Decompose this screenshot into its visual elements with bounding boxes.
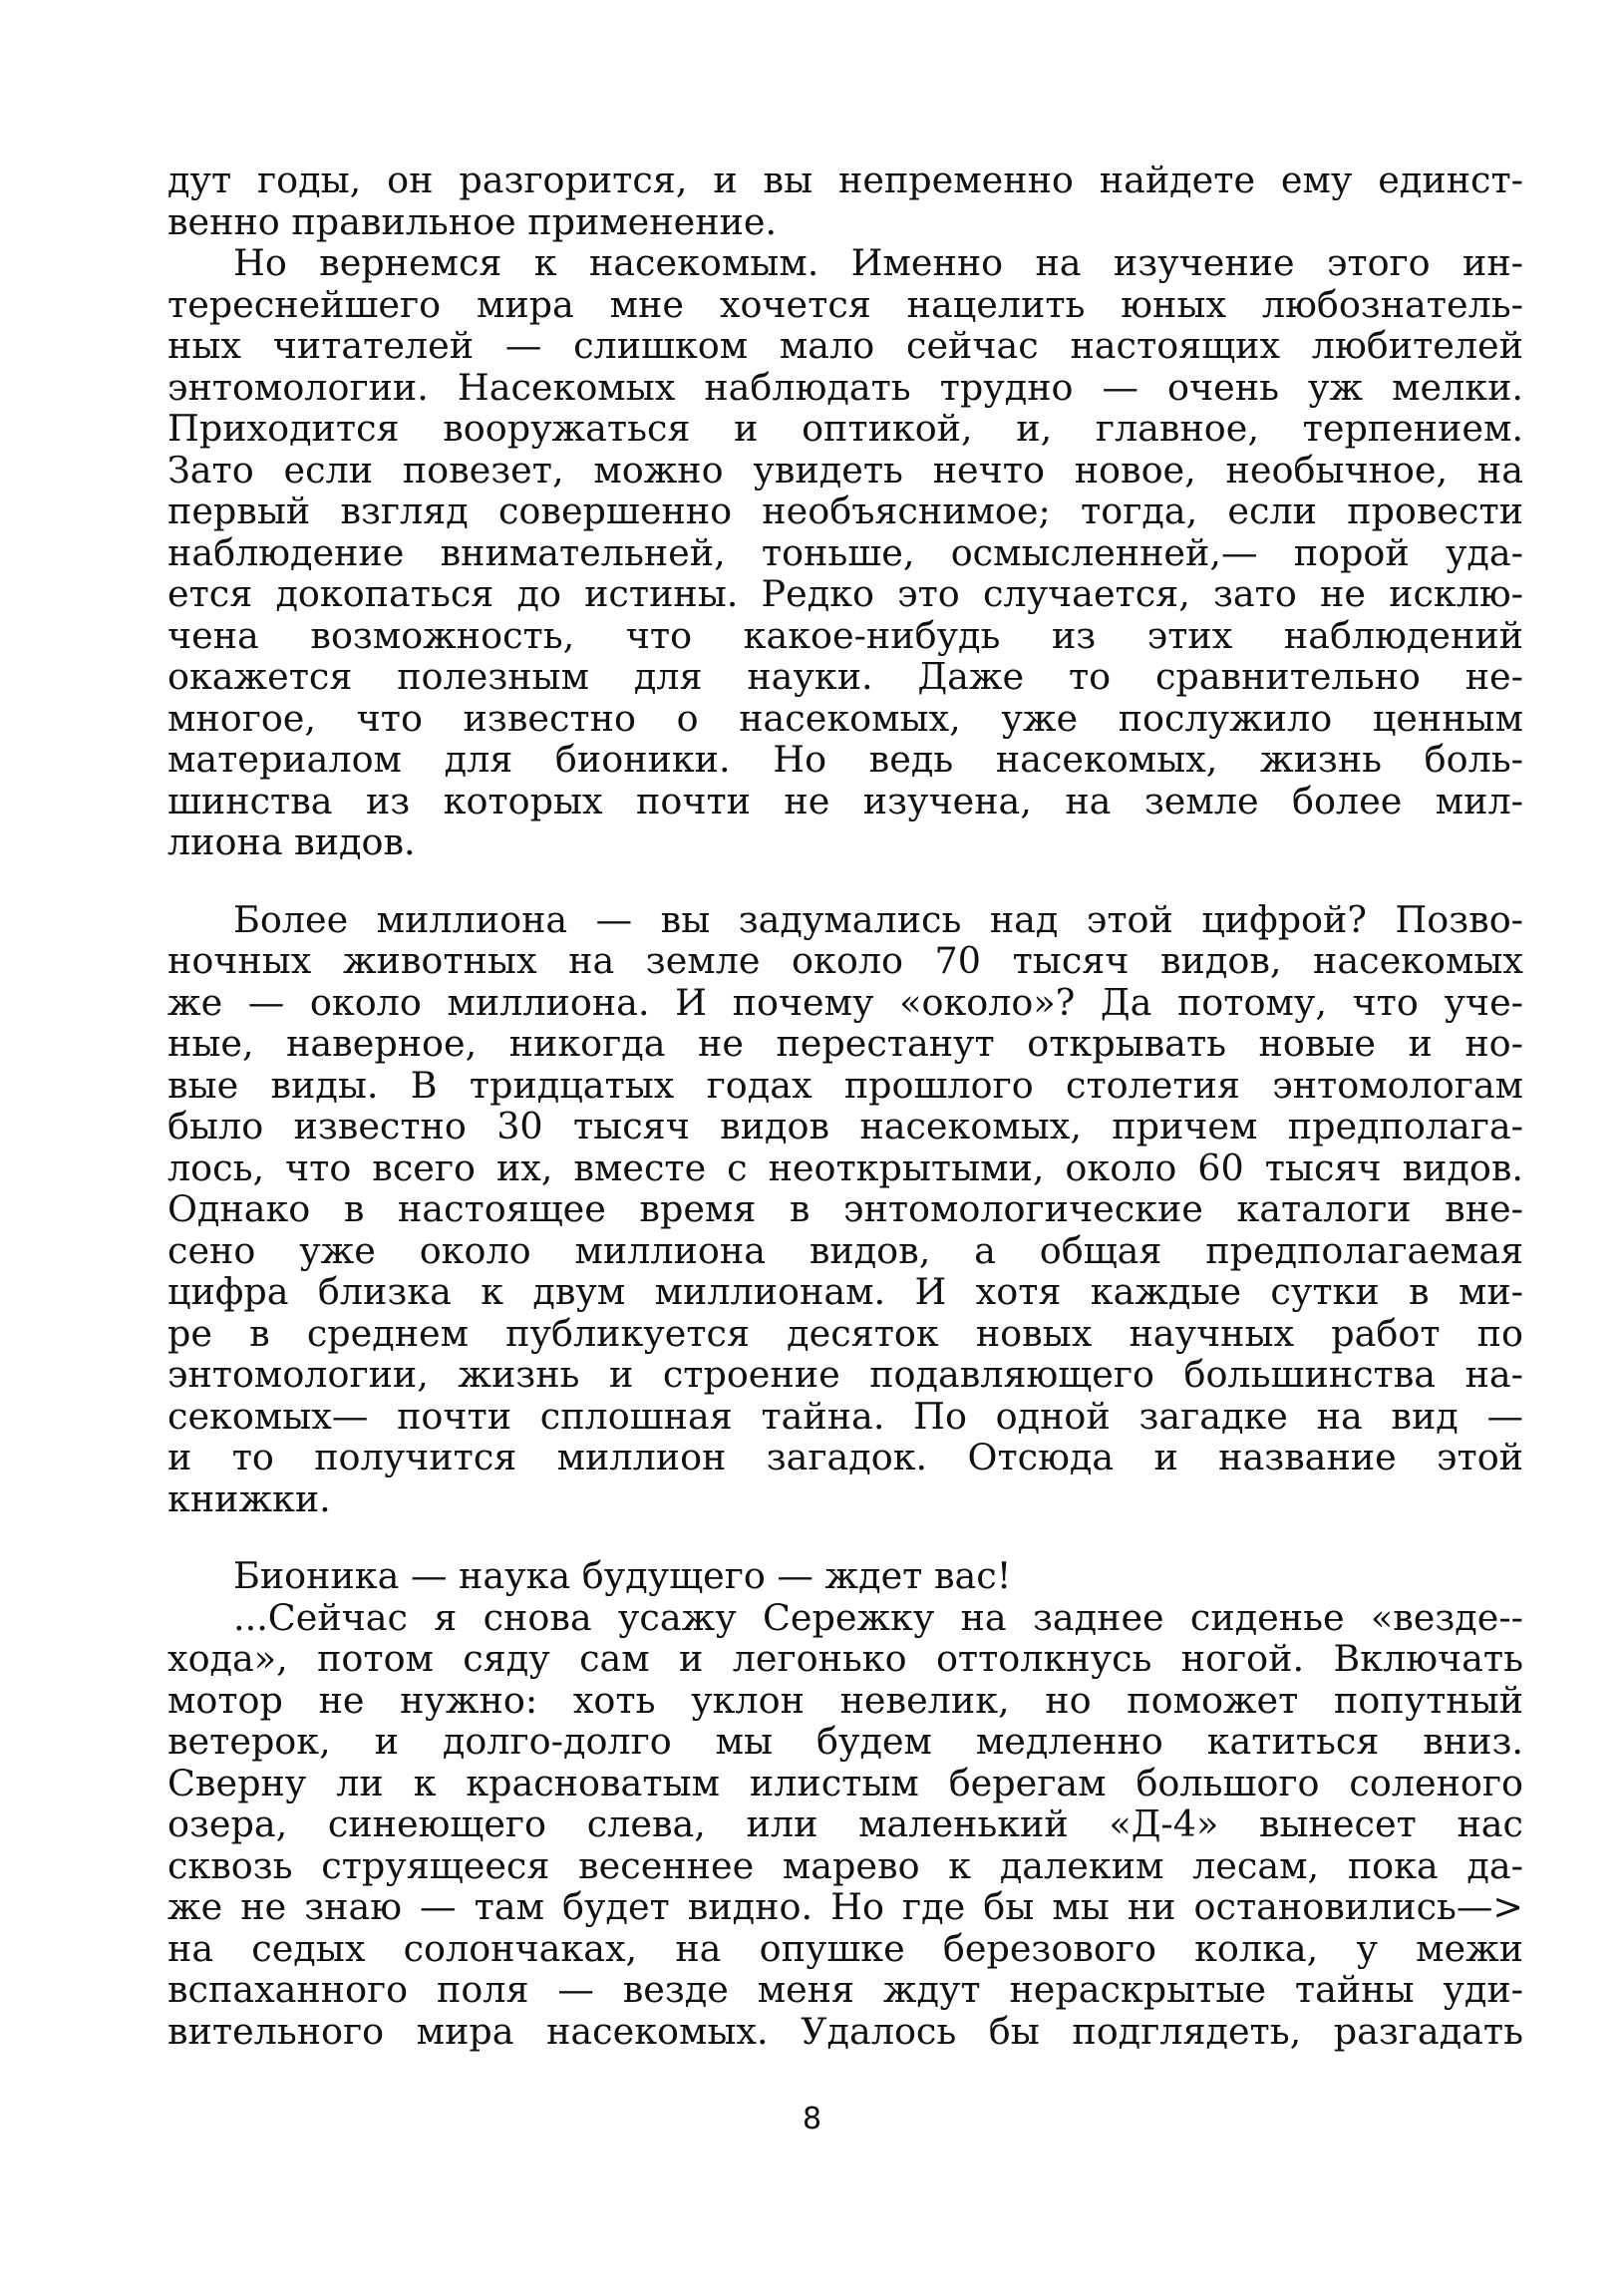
text-line: книжки. (167, 1476, 331, 1520)
text-line: секомых— почти сплошная тайна. По одной загадке на вид — (167, 1394, 1523, 1438)
text-line: сено уже около миллиона видов, а общая предполагаемая (167, 1228, 1523, 1272)
text-line: и то получится миллион загадок. Отсюда и название этой (167, 1436, 1523, 1478)
text-line: лось, что всего их, вместе с неоткрытыми, около 60 тысяч видов. (167, 1145, 1523, 1189)
text-line: ных читателей — слишком мало сейчас настоящих любителей (167, 324, 1523, 367)
text-line: Бионика — наука будущего — ждет вас! (233, 1554, 1012, 1597)
text-line: Более миллиона — вы задумались над этой цифрой? Позво- (233, 897, 1523, 941)
text-line: Но вернемся к насекомым. Именно на изучение этого ин- (233, 241, 1523, 284)
text-line: цифра близка к двум миллионам. И хотя каждые сутки в ми- (167, 1270, 1523, 1313)
text-line: Приходится вооружаться и оптикой, и, главное, терпением. (167, 407, 1523, 450)
text-line: шинства из которых почти не изучена, на земле более мил- (167, 779, 1523, 822)
text-line: Зато если повезет, можно увидеть нечто новое, необычное, на (167, 448, 1523, 491)
text-line: ветерок, и долго-долго мы будем медленно катиться вниз. (167, 1720, 1523, 1763)
text-line: венно правильное применение. (167, 199, 778, 243)
text-line: многое, что известно о насекомых, уже послужило ценным (167, 696, 1523, 740)
text-line: Сверну ли к красноватым илистым берегам большого соленого (167, 1761, 1523, 1804)
text-line: ется докопаться до истины. Редко это случается, зато не исклю- (167, 572, 1523, 615)
text-line: ре в среднем публикуется десяток новых научных работ по (167, 1311, 1523, 1355)
text-line: мотор не нужно: хоть уклон невелик, но поможет попутный (167, 1678, 1523, 1722)
text-line: хода», потом сяду сам и легонько оттолкнусь ногой. Включать (167, 1637, 1523, 1680)
text-line: тереснейшего мира мне хочется нацелить юных любознатель- (167, 282, 1523, 326)
text-line: же не знаю — там будет видно. Но где бы мы ни остановились—> (167, 1885, 1523, 1928)
text-line: на седых солончаках, на опушке березового колка, у межи (167, 1926, 1523, 1970)
text-line: озера, синеющего слева, или маленький «Д-4» вынесет нас (167, 1802, 1523, 1845)
text-line: чена возможность, что какое-нибудь из этих наблюдений (167, 613, 1523, 657)
text-line: ночных животных на земле около 70 тысяч видов, насекомых (167, 939, 1523, 982)
text-line: первый взгляд совершенно необъяснимое; тогда, если провести (167, 490, 1523, 532)
text-line: ные, наверное, никогда не перестанут открывать новые и но- (167, 1022, 1523, 1065)
text-line: ...Сейчас я снова усажу Сережку на заднее сиденье «везде-- (233, 1595, 1523, 1639)
page-number: 8 (802, 2102, 822, 2136)
body-text (167, 160, 1523, 2052)
text-line: сквозь струящееся весеннее марево к далеким лесам, пока да- (167, 1843, 1523, 1887)
text-line: дут годы, он разгорится, и вы непременно найдете ему единст- (167, 159, 1523, 201)
text-line: вительного мира насекомых. Удалось бы подглядеть, разгадать (167, 2009, 1523, 2053)
text-line: лиона видов. (167, 820, 416, 863)
text-line: окажется полезным для науки. Даже то сравнительно не- (167, 655, 1523, 698)
text-line: было известно 30 тысяч видов насекомых, причем предполага- (167, 1105, 1523, 1147)
text-line: наблюдение внимательней, тоньше, осмысленней,— порой уда- (167, 530, 1523, 574)
text-line: же — около миллиона. И почему «около»? Да потому, что уче- (167, 980, 1523, 1024)
text-line: вспаханного поля — везде меня ждут нераскрытые тайны уди- (167, 1968, 1523, 2011)
text-line: энтомологии, жизнь и строение подавляющего большинства на- (167, 1353, 1523, 1396)
text-line: материалом для бионики. Но ведь насекомых, жизнь боль- (167, 738, 1523, 781)
text-line: Однако в настоящее время в энтомологические каталоги вне- (167, 1187, 1523, 1230)
text-line: вые виды. В тридцатых годах прошлого столетия энтомологам (167, 1063, 1523, 1107)
text-line: энтомологии. Насекомых наблюдать трудно — очень уж мелки. (167, 365, 1523, 409)
